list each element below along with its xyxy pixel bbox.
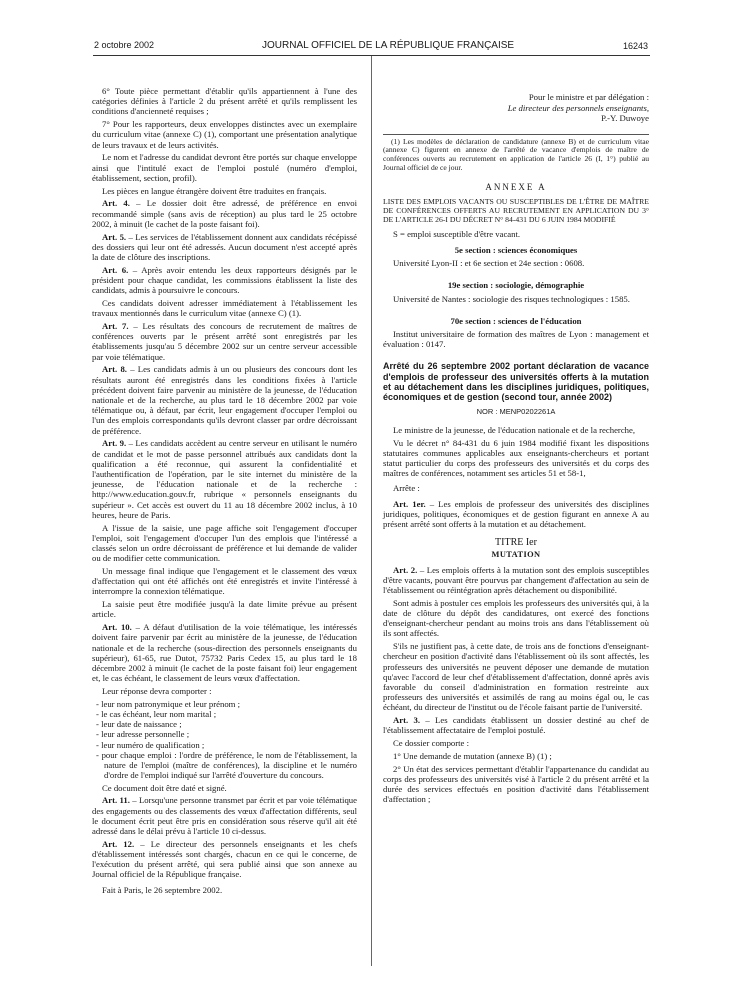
article-text: – Le directeur des personnels enseignants et les chefs d'établissement intéressés sont chargés, chacun en ce qui le concerne, de l'exécution du présent arrêté, qui sera publié ainsi que son annexe au Journal officiel de la République française. — [92, 838, 357, 880]
signature-role: Le directeur des personnels enseignants, — [507, 102, 649, 113]
article-label: Art. 4. — [102, 198, 130, 209]
article-6 — [92, 265, 357, 296]
titre-heading: TITRE Ier — [495, 537, 537, 549]
article-4 — [92, 198, 357, 229]
paragraph: Leur réponse devra comporter : — [102, 686, 212, 697]
article-label: Art. 7. — [102, 321, 129, 332]
left-column — [92, 86, 357, 897]
article-label: Art. 3. — [393, 715, 421, 726]
article-text: – Les emplois de professeur des universités des disciplines juridiques, politiques, économiques et de gestion figurant en annexe A au présent arrêté sont offerts à la mutation et au détachement. — [383, 498, 649, 530]
paragraph: Un message final indique que l'engagement et le classement des vœux d'affectation qui ont été affichés ont été enregistrés et invite l'intéressé à interrompre la connexion télématique. — [92, 566, 357, 597]
paragraph: Arrête : — [393, 483, 420, 494]
paragraph: Ce document doit être daté et signé. — [102, 782, 227, 793]
article-text: – Les services de l'établissement donnent aux candidats récépissé des dossiers qui leur ont été adressés. Aucun document n'est accepté après la date de clôture des inscriptions. — [92, 231, 357, 263]
header-journal-title: JOURNAL OFFICIEL DE LA RÉPUBLIQUE FRANÇAISE — [262, 40, 515, 51]
article-text: – Les résultats des concours de recrutement de maîtres de conférences ouverts par le présent arrêté sont enregistrés par les établissements jusqu'au 5 décembre 2002 sur un centre serveur accessible par voie télématique. — [92, 321, 357, 362]
annex-heading: LISTE DES EMPLOIS VACANTS OU SUSCEPTIBLES DE L'ÊTRE DE MAÎTRE DE CONFÉRENCES OFFERTS AU RECRUTEMENT EN APPLICATION DU 3° DE L'ARTICLE 26-I DU DÉCRET N° 84-431 DU 6 JUIN 1984 MODIFIÉ — [383, 196, 649, 225]
article-text: – Le dossier doit être adressé, de préférence en envoi recommandé simple (sans avis de réception) au plus tard le 25 octobre 2002, à minuit (le cachet de la poste faisant foi). — [92, 198, 357, 229]
article-label: Art. 2. — [393, 564, 418, 575]
article-7 — [92, 321, 357, 362]
response-list — [92, 699, 357, 781]
section-entry: Université Lyon-II : et 6e section et 24e section : 0608. — [393, 258, 585, 269]
article-11 — [92, 795, 357, 836]
nor-reference: NOR : MENP0202261A — [476, 406, 556, 416]
paragraph: Ces candidats doivent adresser immédiatement à l'établissement les travaux mentionnés dans le curriculum vitae (annexe C) (1). — [92, 298, 357, 319]
signature-date: Fait à Paris, le 26 septembre 2002. — [102, 884, 223, 895]
paragraph: 2° Un état des services permettant d'établir l'appartenance du candidat au corps des professeurs des universités visé à l'article 2 du présent arrêté et la durée des services effectués en position d'activité dans l'établissement d'affectation ; — [383, 763, 649, 805]
paragraph: 7° Pour les rapporteurs, deux enveloppes distinctes avec un exemplaire du curriculum vitae (annexe C) (1), comportant une présentation analytique de leurs travaux et de leurs activités. — [92, 119, 357, 150]
header-page-number: 16243 — [622, 41, 648, 51]
section-heading: 70e section : sciences de l'éducation — [450, 315, 582, 326]
list-item: - leur adresse personnelle ; — [96, 729, 190, 740]
annex-title: ANNEXE A — [485, 181, 547, 192]
page-header — [0, 0, 748, 51]
article-text: – Les candidats accèdent au centre serveur en utilisant le numéro de candidat et le mot de passe personnel attribués aux candidats dont la qualification a été reconnue, qui assurent la confidentialité et l'authentification de l'opération, par le site internet du ministère de la jeunesse, de l'éducation nationale et de la recherche : http://www.education.gouv.fr, rubrique « personnels enseignants du supérieur ». Cet accès est ouvert du 11 au 18 décembre 2002 inclus, à 10 heures, heure de Paris. — [92, 438, 357, 520]
article-text: – Les candidats admis à un ou plusieurs des concours dont les résultats auront été enregistrés dans les conditions fixées à l'article précédent doivent faire parvenir au ministère de la jeunesse, de l'éducation nationale et de la recherche, au plus tard le 18 décembre 2002 par voie télématique ou, à défaut, par écrit, leur engagement d'occuper l'emploi ou l'un des emplois correspondants qu'ils devront classer par ordre décroissant de préférence. — [92, 364, 357, 436]
article-5 — [92, 232, 357, 263]
footnote: (1) Les modèles de déclaration de candidature (annexe B) et de curriculum vitae (annexe C) figurent en annexe de l'arrêté de vacance d'emplois de maître de conférences ouverts au recrutement en application de l'article 26 (I, 1°) publié au Journal officiel de ce jour. — [383, 134, 649, 173]
list-item: - leur numéro de qualification ; — [96, 739, 205, 750]
mutation-heading: MUTATION — [491, 550, 541, 560]
article-9 — [92, 438, 357, 520]
list-item: - leur date de naissance ; — [96, 719, 182, 730]
article-text: – Lorsqu'une personne transmet par écrit et par voie télématique des engagements ou des classements des vœux d'affectation différents, seul le document écrit peut être pris en considération sous réserve qu'il ait été adressé dans le délai prévu à l'article 10 ci-dessus. — [92, 795, 357, 836]
section-entry: Université de Nantes : sociologie des risques technologiques : 1585. — [393, 293, 630, 304]
paragraph: A l'issue de la saisie, une page affiche soit l'engagement d'occuper l'emploi, soit l'engagement d'occuper l'un des emplois que l'intéressé a classés selon un ordre décroissant de préférence et lui demande de valider ou de modifier cette communication. — [92, 522, 357, 564]
article-10 — [92, 622, 357, 683]
paragraph: S = emploi susceptible d'être vacant. — [393, 228, 521, 239]
paragraph: S'ils ne justifient pas, à cette date, de trois ans de fonctions d'enseignant-chercheur en position d'activité dans l'établissement où ils sont affectés, les professeurs des universités ne peuvent déposer une demande de mutation qu'avec l'accord de leur chef d'établissement d'affectation, donné après avis favorable du conseil d'administration en formation restreinte aux professeurs des universités et assimilés de rang au moins égal ou, le cas échéant, du directeur de l'institut ou de l'école faisant partie de l'université. — [383, 641, 649, 713]
paragraph: Le ministre de la jeunesse, de l'éducation nationale et de la recherche, — [393, 424, 636, 435]
signature-line: Pour le ministre et par délégation : — [528, 92, 649, 102]
article-label: Art. 6. — [102, 264, 129, 275]
section-heading: 5e section : sciences économiques — [454, 244, 578, 255]
article-1 — [383, 499, 649, 530]
article-12 — [92, 839, 357, 880]
list-item: - leur nom patronymique et leur prénom ; — [96, 698, 241, 709]
article-label: Art. 8. — [102, 364, 127, 375]
section-entry: Institut universitaire de formation des maîtres de Lyon : management et évaluation : 0147. — [383, 329, 649, 350]
paragraph: 1° Une demande de mutation (annexe B) (1) ; — [393, 751, 552, 762]
article-label: Art. 1er. — [393, 498, 426, 509]
column-divider — [371, 56, 372, 966]
article-label: Art. 10. — [102, 622, 132, 633]
article-3 — [383, 715, 649, 735]
article-text: – Après avoir entendu les deux rapporteurs désignés par le président pour chaque candidat, les commissions établissent la liste des candidats, admis à poursuivre le concours. — [92, 264, 358, 296]
right-column — [383, 92, 649, 807]
article-2 — [383, 565, 649, 596]
list-item: - le cas échéant, leur nom marital ; — [96, 709, 217, 720]
paragraph: Ce dossier comporte : — [393, 738, 469, 749]
article-8 — [92, 364, 357, 435]
article-text: – A défaut d'utilisation de la voie télématique, les intéressés doivent faire parvenir par écrit au ministère de la jeunesse, de l'éducation nationale et de la recherche (sous-direction des personnels enseignants du supérieur), 61-65, rue Dutot, 75732 Paris Cedex 15, au plus tard le 18 décembre 2002 à minuit (le cachet de la poste faisant foi) leur engagement et, le cas échéant, le classement de leurs vœux d'affectation. — [92, 622, 357, 684]
article-text: – Les candidats établissent un dossier destiné au chef de l'établissement affectataire de l'emploi postulé. — [383, 715, 649, 736]
article-label: Art. 9. — [102, 438, 127, 449]
paragraph: Le nom et l'adresse du candidat devront être portés sur chaque enveloppe ainsi que l'intitulé exact de l'emploi postulé (numéro d'emploi, établissement, section, profil). — [92, 152, 357, 183]
list-item: - pour chaque emploi : l'ordre de préférence, le nom de l'établissement, la nature de l'emploi (maître de conférences), la discipline et le numéro d'ordre de l'emploi indiqué sur l'arrêté d'ouverture du concours. — [96, 749, 357, 781]
paragraph: La saisie peut être modifiée jusqu'à la date limite prévue au présent article. — [92, 599, 357, 620]
decree-title: Arrêté du 26 septembre 2002 portant déclaration de vacance d'emplois de professeur des universités offerts à la mutation et au détachement dans les disciplines juridiques, politiques, économiques et de gestion (second tour, année 2002) — [383, 361, 649, 403]
signature-block — [383, 92, 649, 124]
article-label: Art. 11. — [102, 795, 130, 806]
article-label: Art. 12. — [102, 838, 135, 849]
paragraph: Les pièces en langue étrangère doivent être traduites en français. — [102, 185, 327, 196]
article-label: Art. 5. — [102, 231, 127, 242]
paragraph: 6° Toute pièce permettant d'établir qu'ils appartiennent à l'une des catégories définies à l'article 2 du présent arrêté et qu'ils remplissent les conditions d'ancienneté requises ; — [92, 86, 357, 117]
paragraph: Vu le décret n° 84-431 du 6 juin 1984 modifié fixant les dispositions statutaires communes applicables aux enseignants-chercheurs et portant statut particulier du corps des professeurs des universités et du corps des maîtres de conférences, notamment ses articles 51 et 58-1, — [383, 437, 649, 479]
section-heading: 19e section : sociologie, démographie — [447, 280, 585, 291]
header-date: 2 octobre 2002 — [94, 40, 155, 50]
article-text: – Les emplois offerts à la mutation sont des emplois susceptibles d'être vacants, pouvant être pourvus par changement d'affectation au sein de l'établissement ou réintégration après détachement ou disponibilité. — [383, 564, 649, 596]
paragraph: Sont admis à postuler ces emplois les professeurs des universités qui, à la date de clôture du dépôt des candidatures, ont exercé des fonctions d'enseignant-chercheur pendant au moins trois ans dans l'établissement où ils sont affectés. — [383, 597, 649, 639]
signature-name: P.-Y. Duwoye — [601, 113, 649, 123]
